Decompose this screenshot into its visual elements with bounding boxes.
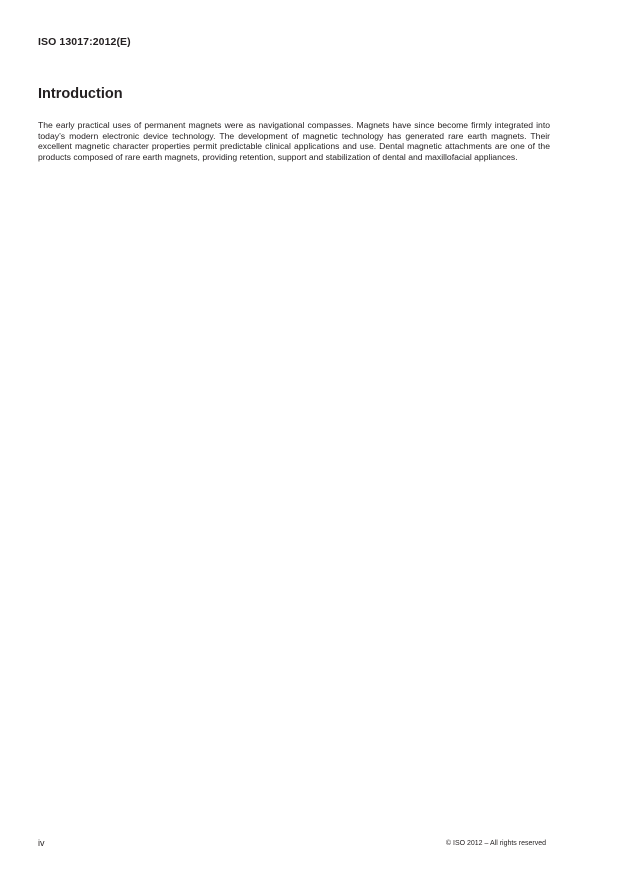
section-title: Introduction [38,86,123,102]
copyright-notice: © ISO 2012 – All rights reserved [445,840,546,847]
introduction-paragraph: The early practical uses of permanent magnets were as navigational compasses. Magnets have since become firmly integrated into today’s modern electronic device technology. The development of magnetic technology has generated rare earth magnets. Their excellent magnetic character properties permit predictable clinical applications and use. Dental magnetic attachments are one of the products composed of rare earth magnets, providing retention, support and stabilization of dental and maxillofacial appliances. [38,120,550,162]
page-number: iv [38,838,45,848]
document-identifier: ISO 13017:2012(E) [38,36,131,48]
